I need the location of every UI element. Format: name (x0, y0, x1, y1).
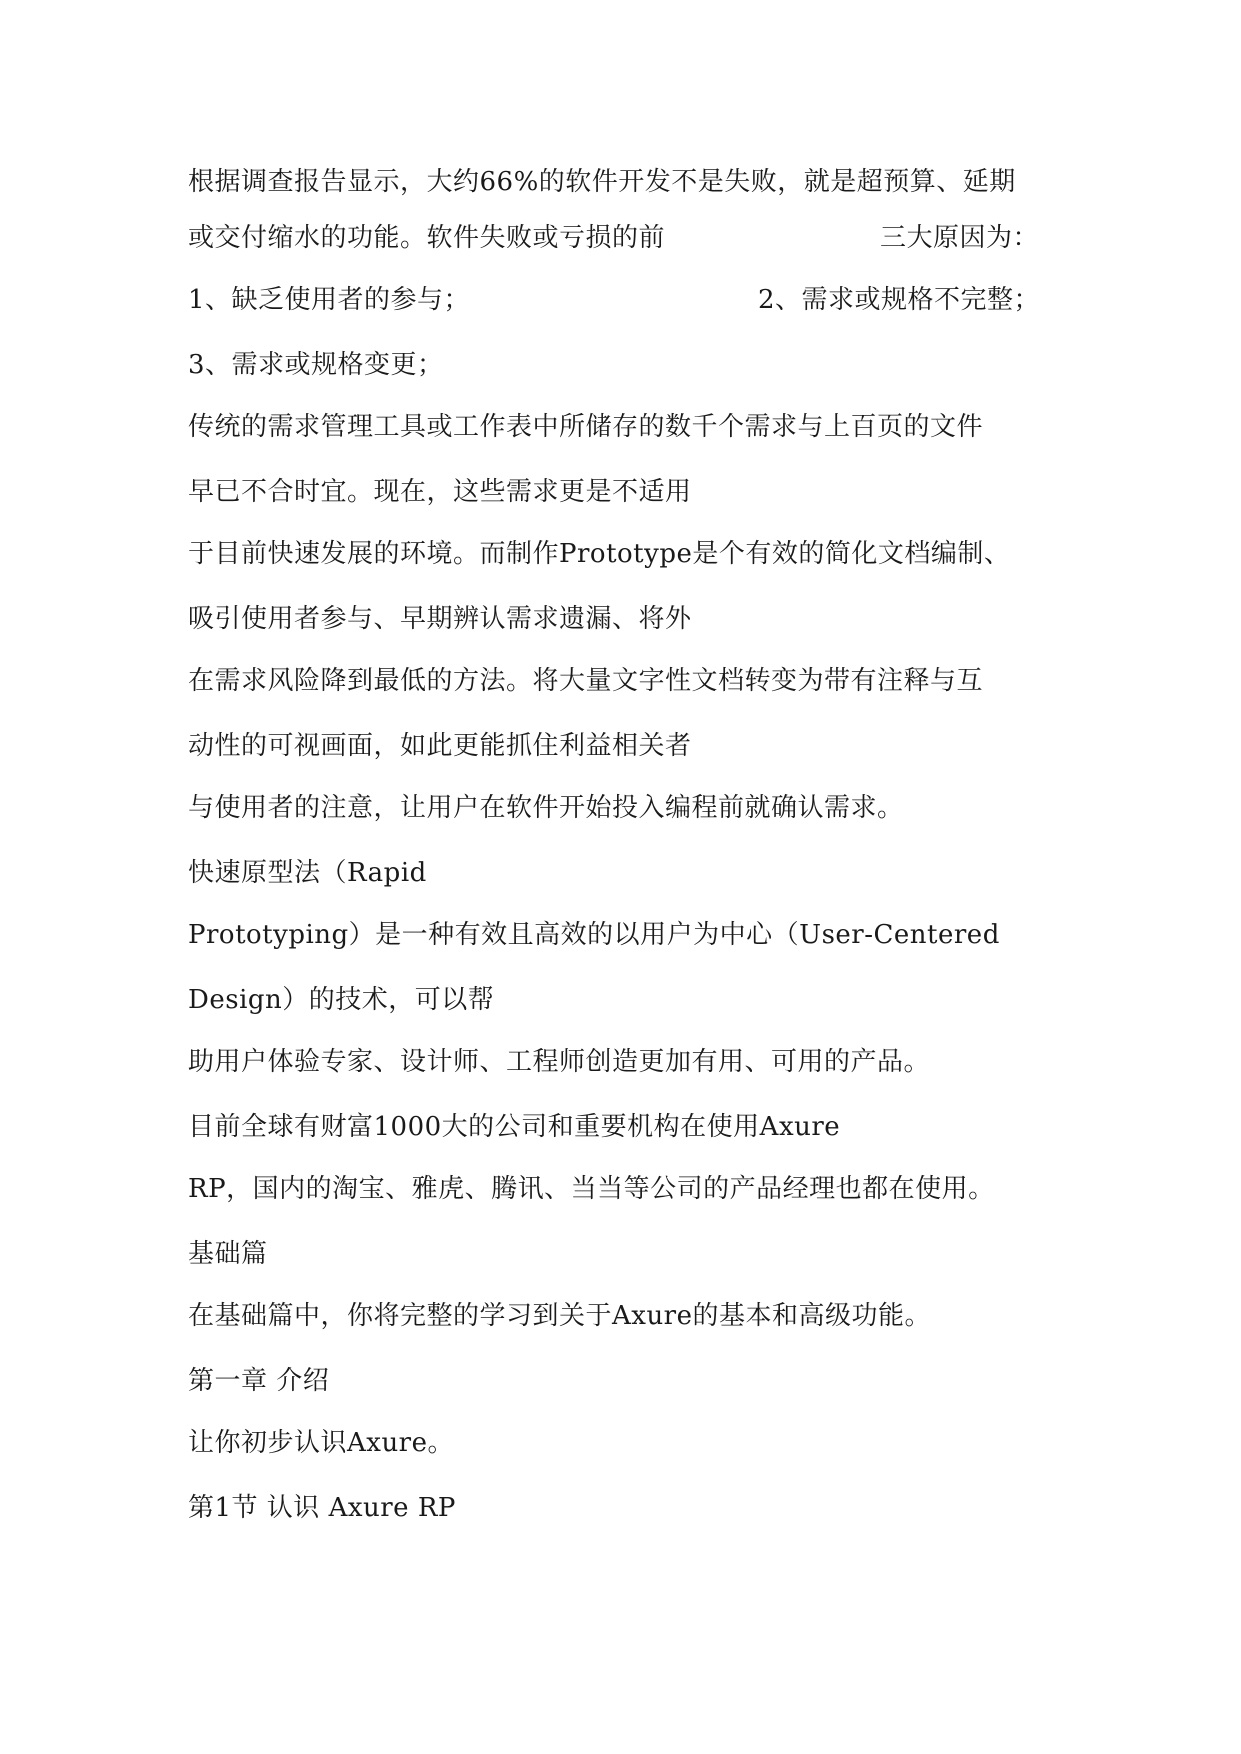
chapter-heading: 第一章 介绍 (188, 1366, 330, 1396)
paragraph-line: 在需求风险降到最低的方法。将大量文字性文档转变为带有注释与互 (188, 666, 984, 696)
paragraph-line: RP，国内的淘宝、雅虎、腾讯、当当等公司的产品经理也都在使用。 (188, 1174, 995, 1204)
paragraph-line: 快速原型法（Rapid (188, 858, 427, 888)
paragraph-line: Prototyping）是一种有效且高效的以用户为中心（User-Centered (188, 920, 1000, 950)
paragraph-line: 吸引使用者参与、早期辨认需求遗漏、将外 (188, 604, 692, 634)
subsection-heading: 第1节 认识 Axure RP (188, 1493, 456, 1523)
list-item: 2、需求或规格不完整； (758, 285, 1041, 315)
paragraph-line: 在基础篇中，你将完整的学习到关于Axure的基本和高级功能。 (188, 1301, 932, 1331)
list-item: 1、缺乏使用者的参与； (188, 285, 471, 315)
list-item: 3、需求或规格变更； (188, 350, 444, 380)
paragraph-line: 或交付缩水的功能。软件失败或亏损的前 (188, 223, 666, 253)
paragraph-line: 动性的可视画面，如此更能抓住利益相关者 (188, 731, 692, 761)
paragraph-line: 与使用者的注意，让用户在软件开始投入编程前就确认需求。 (188, 793, 904, 823)
paragraph-line-continuation: 三大原因为： (880, 223, 1040, 253)
paragraph-line: 根据调查报告显示，大约66%的软件开发不是失败，就是超预算、延期 (188, 167, 1016, 197)
paragraph-line: 助用户体验专家、设计师、工程师创造更加有用、可用的产品。 (188, 1047, 931, 1077)
paragraph-line: 于目前快速发展的环境。而制作Prototype是个有效的简化文档编制、 (188, 539, 1011, 569)
paragraph-line: Design）的技术，可以帮 (188, 985, 495, 1015)
paragraph-line: 目前全球有财富1000大的公司和重要机构在使用Axure (188, 1112, 841, 1142)
section-heading: 基础篇 (188, 1239, 268, 1269)
paragraph-line: 早已不合时宜。现在，这些需求更是不适用 (188, 477, 692, 507)
paragraph-line: 传统的需求管理工具或工作表中所储存的数千个需求与上百页的文件 (188, 412, 984, 442)
paragraph-line: 让你初步认识Axure。 (188, 1428, 455, 1458)
